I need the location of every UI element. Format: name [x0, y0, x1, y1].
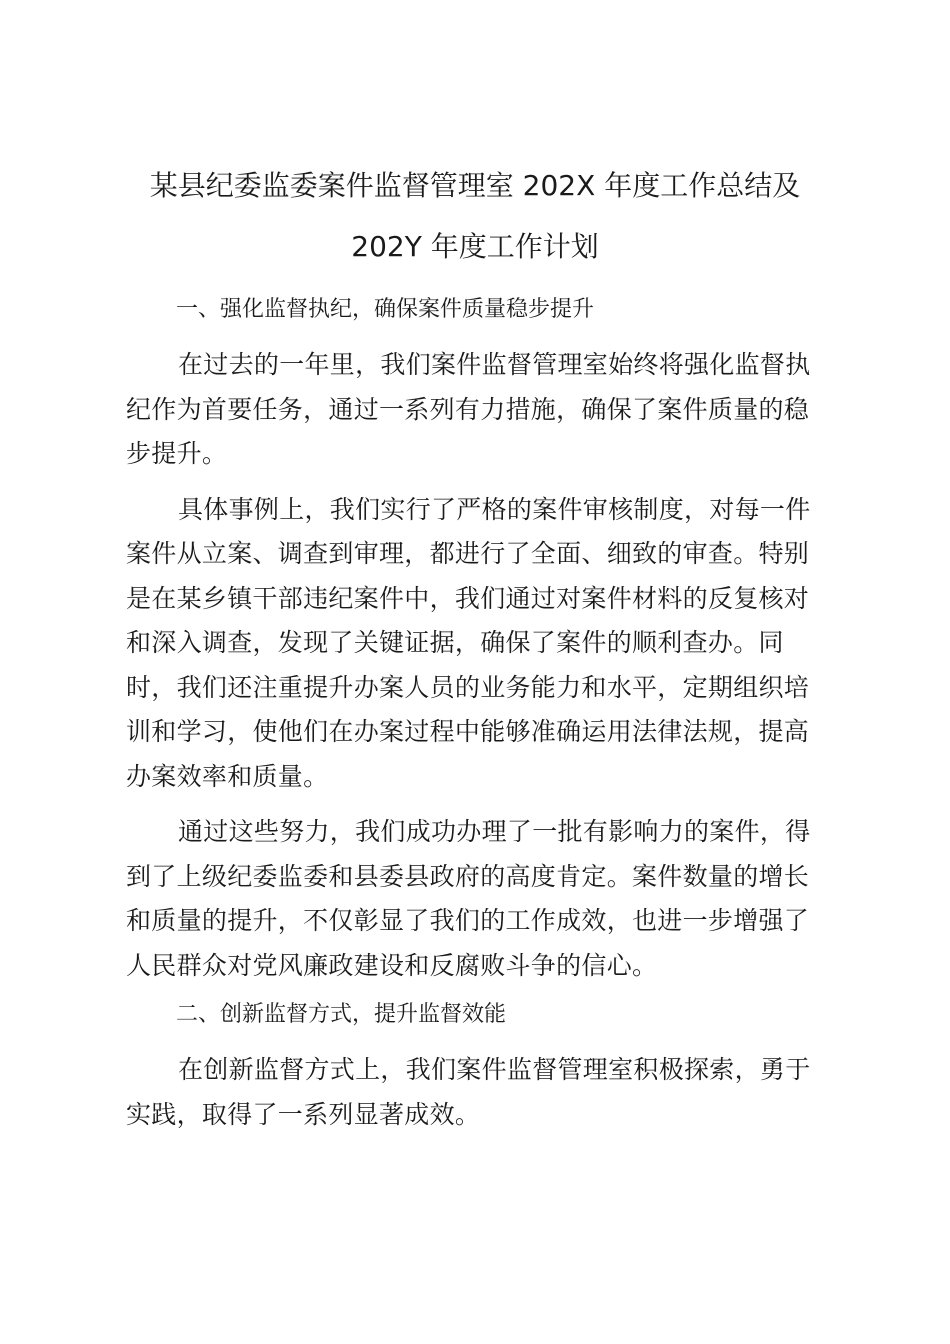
- section-heading-1: 一、强化监督执纪，确保案件质量稳步提升: [176, 297, 595, 322]
- paragraph-3: [126, 810, 826, 988]
- paragraph-line: 到了上级纪委监委和县委县政府的高度肯定。案件数量的增长: [126, 861, 810, 891]
- paragraph-line: 纪作为首要任务，通过一系列有力措施，确保了案件质量的稳: [126, 394, 810, 424]
- paragraph-line: 和深入调查，发现了关键证据，确保了案件的顺利查办。同: [126, 628, 784, 657]
- section-heading-2: 二、创新监督方式，提升监督效能: [176, 1002, 507, 1027]
- paragraph-line: 时，我们还注重提升办案人员的业务能力和水平，定期组织培: [126, 672, 810, 702]
- paragraph-line: 具体事例上，我们实行了严格的案件审核制度，对每一件: [178, 494, 811, 524]
- paragraph-4: [126, 1048, 826, 1137]
- paragraph-2: [126, 488, 826, 800]
- paragraph-line: 实践，取得了一系列显著成效。: [126, 1099, 481, 1129]
- document-title-line-1: 某县纪委监委案件监督管理室 202X 年度工作总结及: [149, 169, 801, 202]
- paragraph-line: 在创新监督方式上，我们案件监督管理室积极探索，勇于: [178, 1055, 811, 1084]
- paragraph-line: 通过这些努力，我们成功办理了一批有影响力的案件，得: [178, 817, 811, 846]
- paragraph-line: 步提升。: [126, 439, 228, 468]
- paragraph-line: 训和学习，使他们在办案过程中能够准确运用法律法规，提高: [126, 717, 810, 746]
- paragraph-line: 和质量的提升，不仅彰显了我们的工作成效，也进一步增强了: [126, 906, 810, 935]
- paragraph-1: [126, 343, 826, 477]
- paragraph-line: 在过去的一年里，我们案件监督管理室始终将强化监督执: [178, 350, 811, 379]
- paragraph-line: 是在某乡镇干部违纪案件中，我们通过对案件材料的反复核对: [126, 583, 810, 613]
- document-title-line-2: 202Y 年度工作计划: [351, 230, 599, 263]
- paragraph-line: 人民群众对党风廉政建设和反腐败斗争的信心。: [126, 950, 658, 980]
- document-body: [126, 294, 826, 1148]
- paragraph-line: 办案效率和质量。: [126, 761, 329, 791]
- paragraph-line: 案件从立案、调查到审理，都进行了全面、细致的审查。特别: [126, 539, 810, 568]
